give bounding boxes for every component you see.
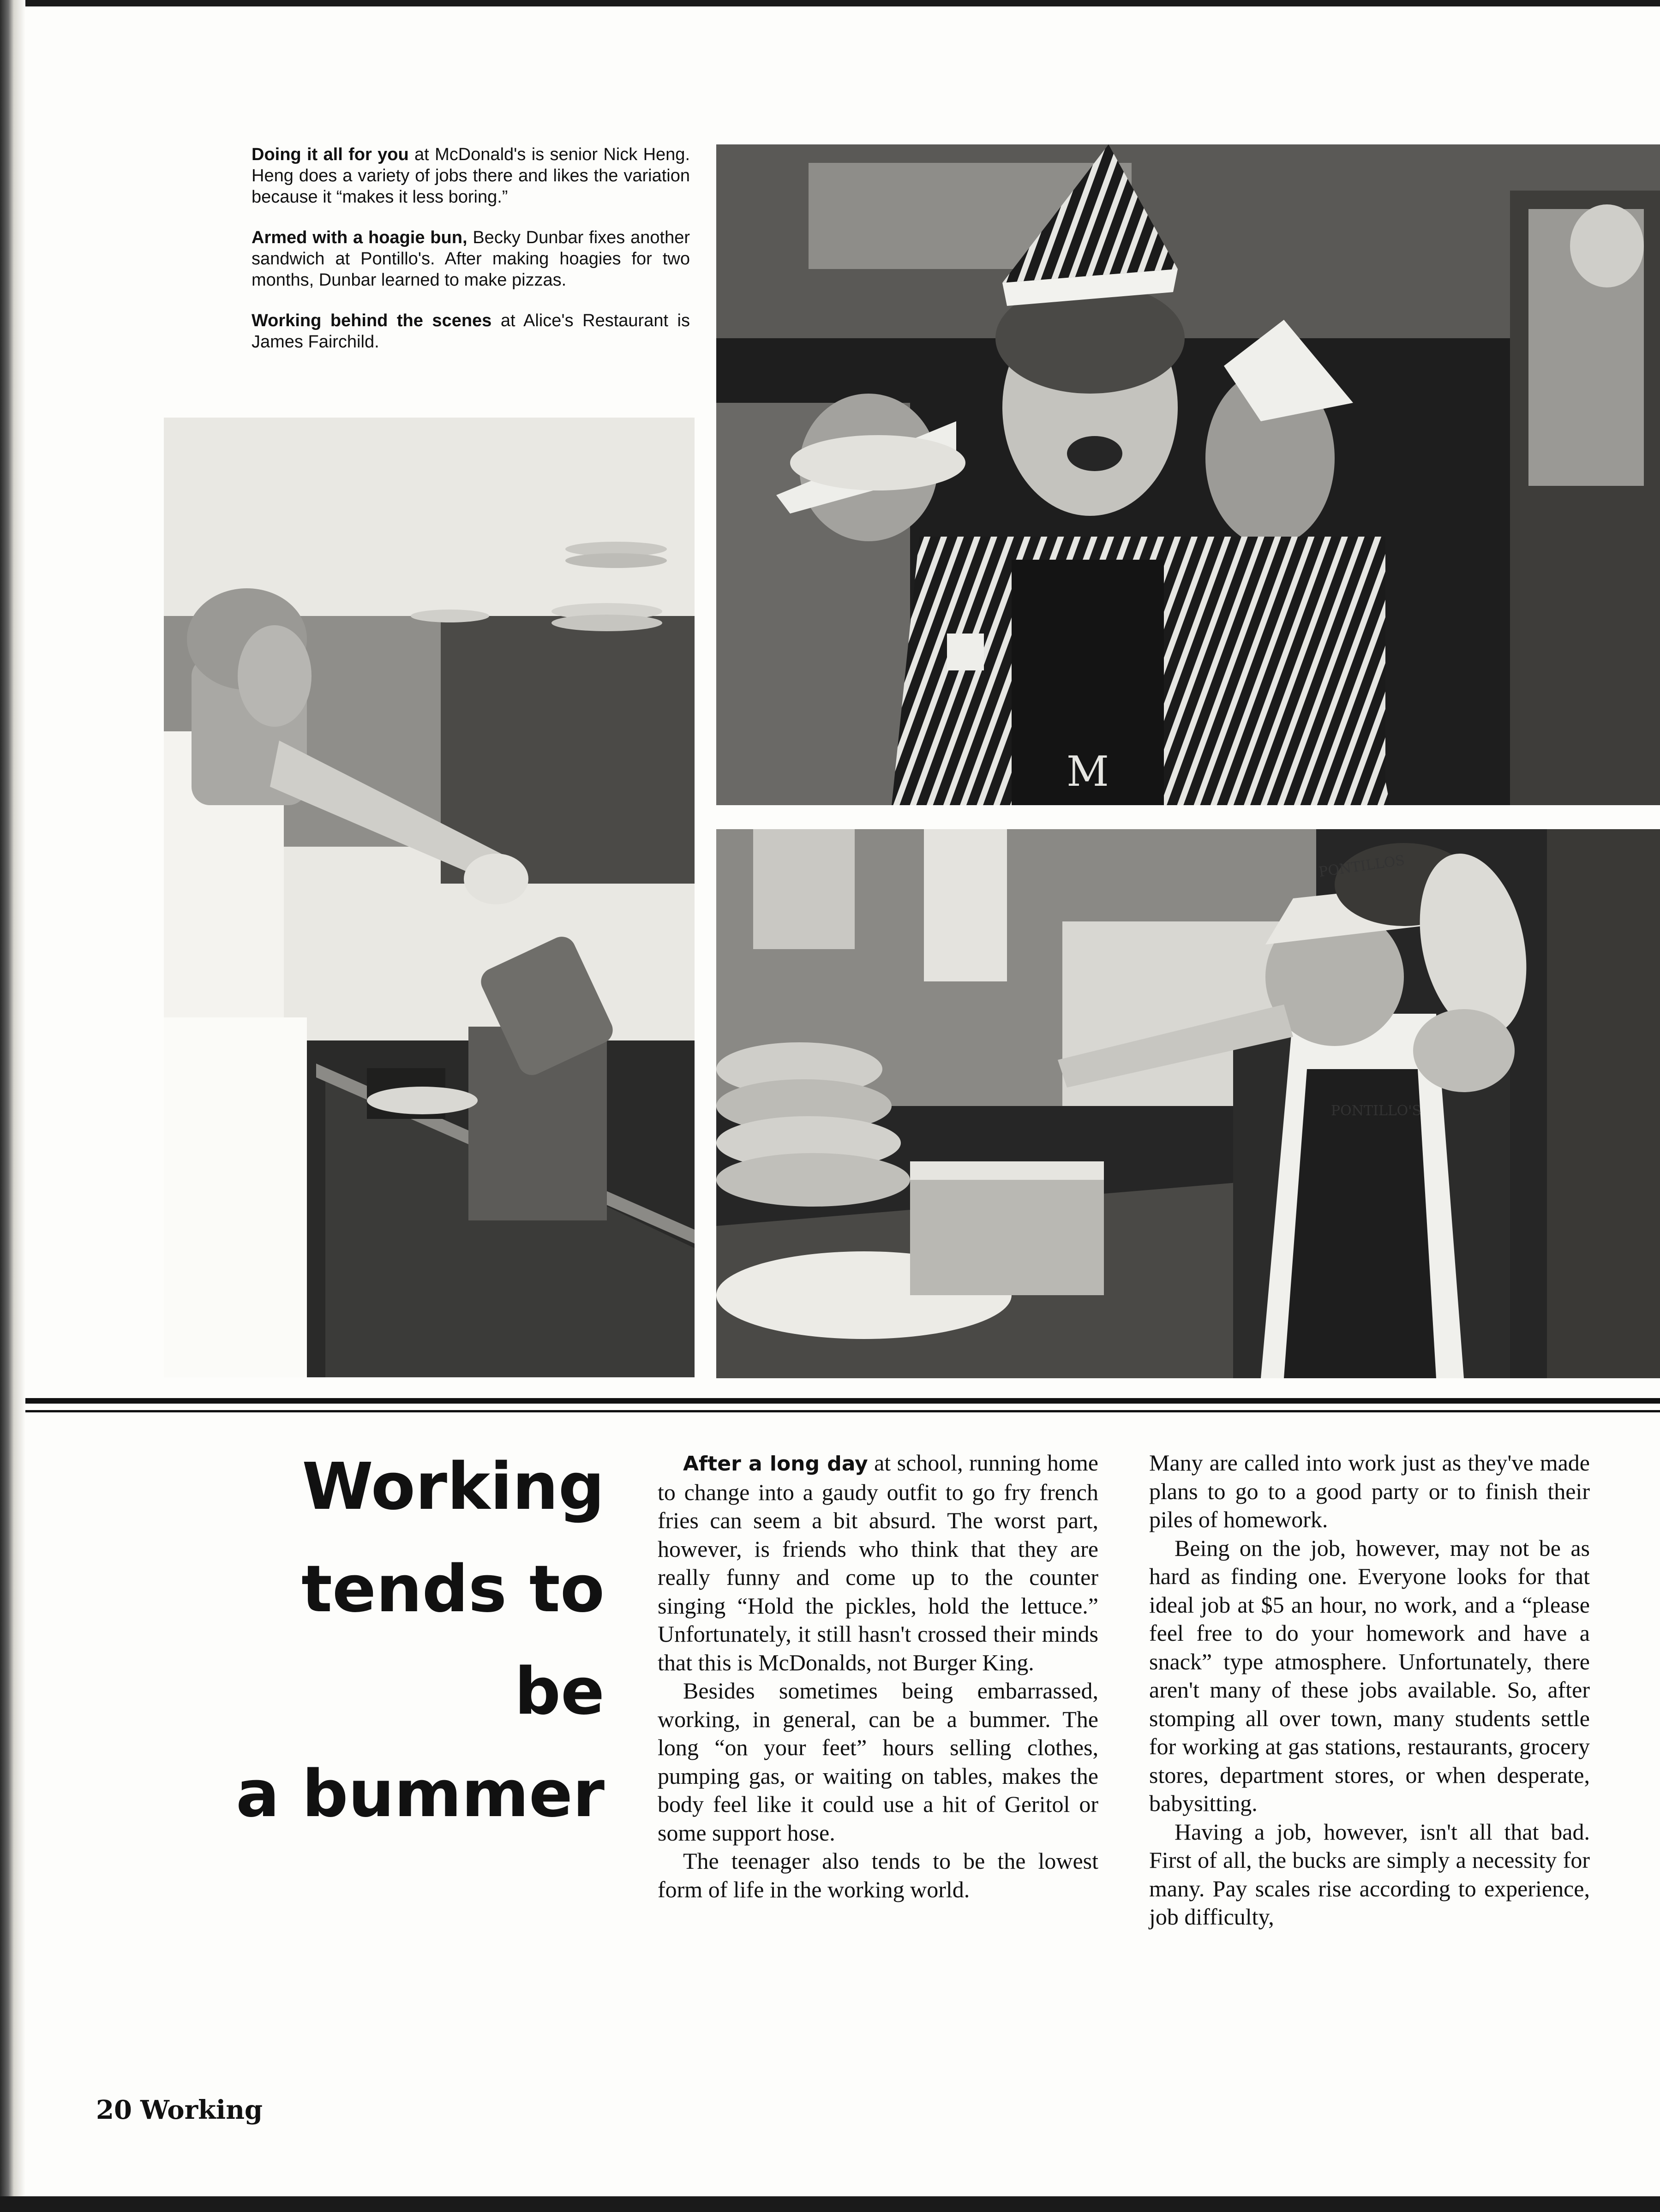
photo-alices-restaurant-kitchen (164, 418, 695, 1377)
section-rule-thick (25, 1398, 1660, 1404)
headline-line-3: a bummer (236, 1757, 605, 1832)
caption-3 (252, 310, 690, 353)
page-folio (96, 2095, 271, 2125)
article-headline (194, 1436, 605, 1846)
article-column-1 (658, 1449, 1098, 1904)
caption-3-lead: Working behind the scenes (252, 311, 492, 330)
paragraph-text: Many are called into work just as they've made plans to go to a good party or to finish their piles of homework. (1149, 1450, 1590, 1532)
caption-1-lead: Doing it all for you (252, 145, 409, 164)
hat-logo: PONTILLOS (1318, 852, 1406, 880)
caption-2-lead: Armed with a hoagie bun, (252, 228, 467, 247)
page-number: 20 (96, 2095, 132, 2125)
article-paragraph (1149, 1534, 1590, 1818)
headline-line-2: tends to be (301, 1552, 605, 1729)
article-paragraph (658, 1677, 1098, 1847)
caption-1 (252, 144, 690, 208)
paragraph-lead: After a long day (683, 1452, 868, 1476)
photo-captions (252, 144, 690, 372)
headline-line-1: Working (302, 1449, 605, 1524)
article-column-2 (1149, 1449, 1590, 1931)
mcdonalds-arches-logo: M (1066, 747, 1109, 796)
paragraph-text: Besides sometimes being embarrassed, working, in general, can be a bummer. The long “on your feet” hours selling clothes, pumping gas, or waiting on tables, makes the body feel like it could use a hit of Geritol or some support hose. (658, 1678, 1098, 1846)
caption-2 (252, 227, 690, 291)
caption-3-text: at Alice's Restaurant is James Fairchild. (252, 311, 690, 352)
photo-bottom-right-image (716, 829, 1660, 1378)
photo-mcdonalds-crew (716, 144, 1660, 805)
article-paragraph (658, 1847, 1098, 1904)
photo-pontillos-hoagie (716, 829, 1660, 1378)
photo-top-right-image (716, 144, 1660, 805)
paragraph-text: The teenager also tends to be the lowest form of life in the working world. (658, 1848, 1098, 1902)
page-edge-top (0, 0, 1660, 6)
article-paragraph (1149, 1818, 1590, 1931)
paragraph-text: Being on the job, however, may not be as hard as finding one. Everyone looks for that ideal job at $5 an hour, no work, and a “please feel free to do your homework and have a snack” type atmosphere. Unfortunately, there aren't many of these jobs available. So, after stomping all over town, many students settle for working at gas stations, restaurants, grocery stores, department stores, or when desperate, babysitting. (1149, 1535, 1590, 1816)
section-rule-thin (25, 1410, 1660, 1412)
caption-2-text: Becky Dunbar fixes another sandwich at Pontillo's. After making hoagies for two months, Dunbar learned to make pizzas. (252, 228, 690, 290)
page-binding-edge (0, 0, 25, 2212)
section-name: Working (140, 2095, 263, 2125)
article-paragraph (658, 1449, 1098, 1677)
paragraph-text: Having a job, however, isn't all that bad. First of all, the bucks are simply a necessity for many. Pay scales rise according to experience, job difficulty, (1149, 1818, 1590, 1930)
page-edge-bottom (0, 2196, 1660, 2212)
article-paragraph (1149, 1449, 1590, 1534)
apron-logo: PONTILLO'S (1330, 1103, 1422, 1119)
photo-left-image (164, 418, 695, 1377)
caption-1-text: at McDonald's is senior Nick Heng. Heng does a variety of jobs there and likes the variation because it “makes it less boring.” (252, 145, 690, 207)
paragraph-text: at school, running home to change into a gaudy outfit to go fry french fries can seem a bit absurd. The worst part, however, is friends who think that they are really funny and come up to the counter singing “Hold the pickles, hold the lettuce.” Unfortunately, it still hasn't crossed their minds that this is McDonalds, not Burger King. (658, 1450, 1098, 1675)
